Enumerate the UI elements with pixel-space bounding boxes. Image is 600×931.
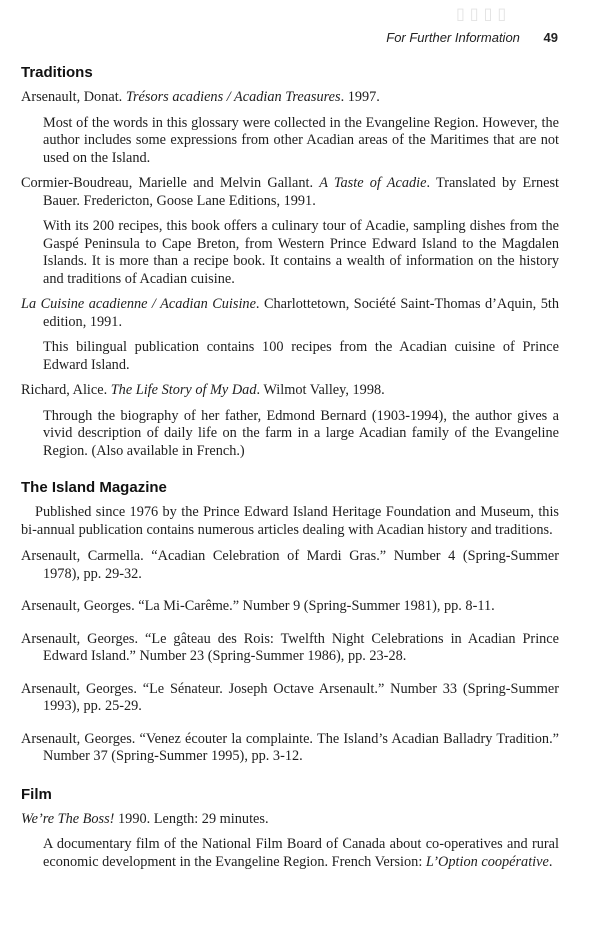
article-citation: Arsenault, Georges. “Le Sénateur. Joseph Octave Arsenault.” Number 33 (Spring-Summer 1993), pp. 25-29. <box>21 680 559 714</box>
article-citation: Arsenault, Georges. “Venez écouter la complainte. The Island’s Acadian Balladry Tradition.” Number 37 (Spring-Summer 1995), pp. 3-12. <box>21 730 559 764</box>
book-title: A Taste of Acadie <box>319 175 427 191</box>
film-entry <box>21 811 559 872</box>
running-header <box>386 30 558 45</box>
film-citation: We’re The Boss! 1990. Length: 29 minutes. <box>21 810 269 827</box>
article-citation: Arsenault, Carmella. “Acadian Celebration of Mardi Gras.” Number 4 (Spring-Summer 1978), pp. 29-32. <box>21 548 559 582</box>
section-heading-film: Film <box>21 785 52 803</box>
section-intro: Published since 1976 by the Prince Edward Island Heritage Foundation and Museum, this bi-annual publication contains numerous articles dealing with Acadian history and traditions. <box>21 504 559 538</box>
entry-description: Most of the words in this glossary were collected in the Evangeline Region. However, the author includes some expressions from other Acadian areas of the Maritimes that are not used on the Island. <box>43 114 559 166</box>
bibliography-entry <box>21 296 559 374</box>
book-title: Trésors acadiens / Acadian Treasures <box>125 89 341 105</box>
citation: Richard, Alice. The Life Story of My Dad. Wilmot Valley, 1998. <box>21 382 385 398</box>
book-title: The Life Story of My Dad <box>110 382 257 398</box>
entry-description: Through the biography of her father, Edmond Bernard (1903-1994), the author gives a vivid description of daily life on the farm in a large Acadian family of the Evangeline Region. (Also available in French.) <box>43 407 559 459</box>
page-number: 49 <box>543 30 558 45</box>
article-citation: Arsenault, Georges. “La Mi-Carême.” Number 9 (Spring-Summer 1981), pp. 8-11. <box>21 598 495 614</box>
film-title: We’re The Boss! <box>21 810 115 827</box>
bibliography-entry <box>21 382 559 460</box>
article-citation: Arsenault, Georges. “Le gâteau des Rois: Twelfth Night Celebrations in Acadian Prince Edward Island.” Number 23 (Spring-Summer 1986), pp. 23-28. <box>21 630 559 664</box>
section-heading-island-magazine: The Island Magazine <box>21 479 167 496</box>
bibliography-entry <box>21 175 559 288</box>
french-version-title: L’Option coopérative <box>425 853 549 870</box>
citation: La Cuisine acadienne / Acadian Cuisine. Charlottetown, Société Saint-Thomas d’Aquin, 5th edition, 1991. <box>21 296 559 330</box>
entry-description: This bilingual publication contains 100 recipes from the Acadian cuisine of Prince Edward Island. <box>43 339 559 373</box>
running-title: For Further Information <box>386 30 520 45</box>
entry-description: With its 200 recipes, this book offers a culinary tour of Acadie, sampling dishes from the Gaspé Peninsula to Cape Breton, from Western Prince Edward Island to the Magdalen Islands. It is more than a recipe book. It contains a wealth of information on the history and traditions of Acadian cuisine. <box>43 218 559 287</box>
faint-stamp-mark: ▯▯▯▯ <box>456 4 512 23</box>
citation: Arsenault, Donat. Trésors acadiens / Acadian Treasures. 1997. <box>21 89 380 105</box>
bibliography-entry <box>21 89 559 167</box>
citation: Cormier-Boudreau, Marielle and Melvin Gallant. A Taste of Acadie. Translated by Ernest Bauer. Fredericton, Goose Lane Editions, 1991. <box>21 175 559 209</box>
book-title: La Cuisine acadienne / Acadian Cuisine <box>21 296 256 312</box>
page-content <box>21 64 559 879</box>
film-description: A documentary film of the National Film Board of Canada about co-operatives and rural economic development in the Evangeline Region. French Version: L’Option coopérative. <box>43 836 559 870</box>
section-heading-traditions: Traditions <box>21 64 93 81</box>
